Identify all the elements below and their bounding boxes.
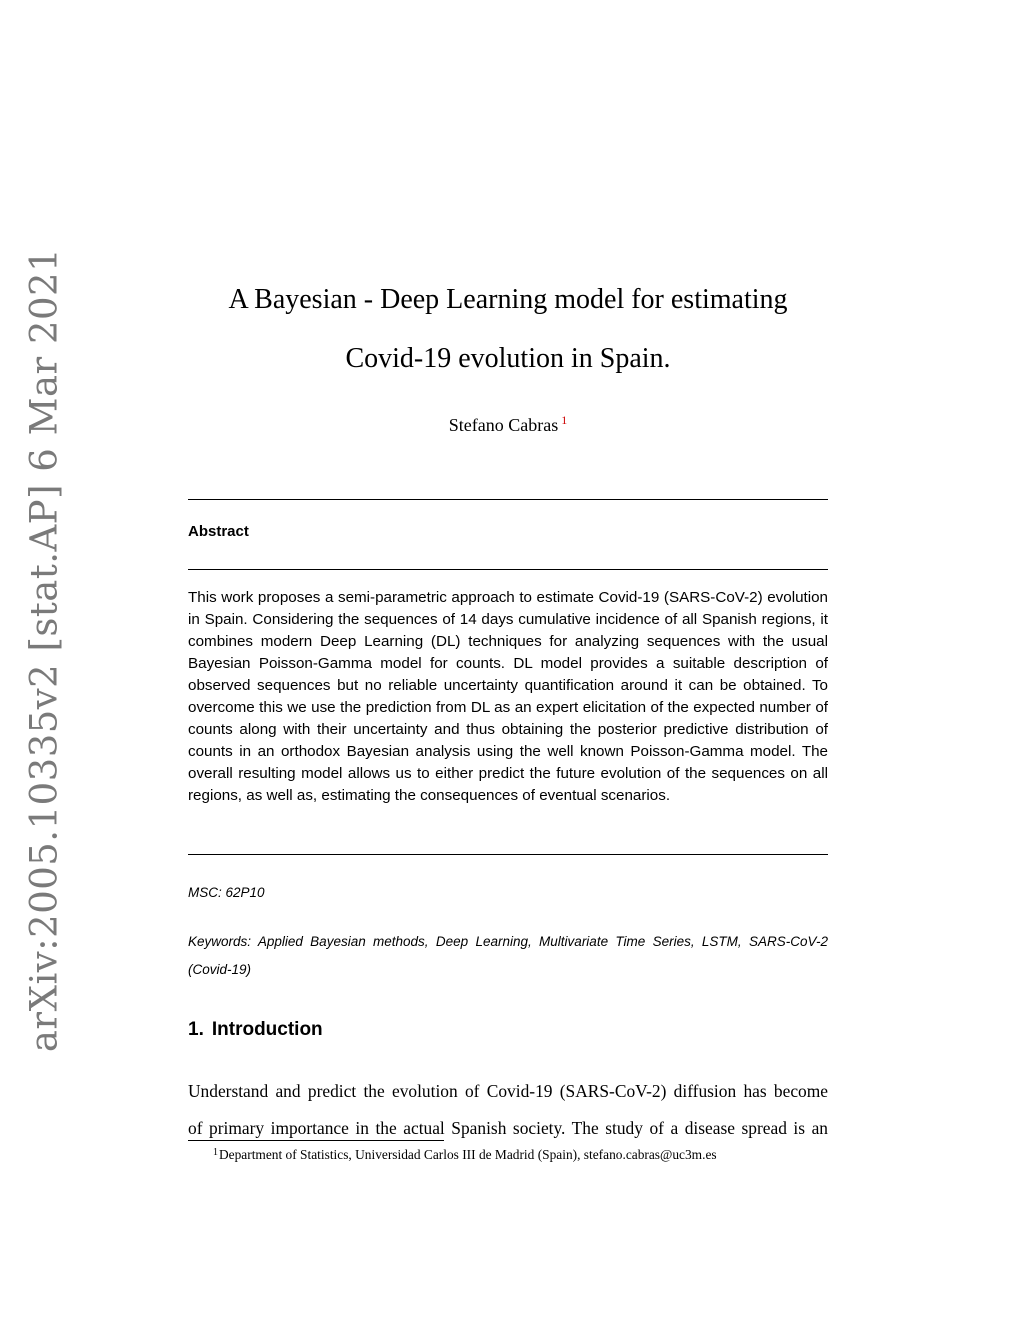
footnote-rule <box>188 1140 444 1141</box>
author-footnote-link[interactable]: 1 <box>561 413 568 427</box>
arxiv-identifier-stamp: arXiv:2005.10335v2 [stat.AP] 6 Mar 2021 <box>22 247 66 1053</box>
paper-title-line-1: A Bayesian - Deep Learning model for estimating <box>228 284 788 315</box>
introduction-paragraph <box>188 1073 828 1147</box>
footnote-mark: 1 <box>213 1147 218 1158</box>
abstract-bottom-rule <box>188 854 828 855</box>
author-line <box>188 413 828 436</box>
introduction-line-2: of primary importance in the actual Spanish society. The study of a disease spread is an <box>188 1118 828 1138</box>
author-name: Stefano Cabras <box>448 415 559 435</box>
footnote-text: Department of Statistics, Universidad Carlos III de Madrid (Spain), stefano.cabras@uc3m.es <box>219 1147 717 1162</box>
abstract-top-rule <box>188 499 828 500</box>
keywords: Keywords: Applied Bayesian methods, Deep Learning, Multivariate Time Series, LSTM, SARS-CoV-2 (Covid-19) <box>188 934 828 977</box>
section-title: Introduction <box>211 1019 323 1040</box>
abstract-heading-rule <box>188 569 828 570</box>
footnote <box>213 1147 717 1163</box>
paper-title-line-2: Covid-19 evolution in Spain. <box>345 343 671 374</box>
msc-classification: MSC: 62P10 <box>188 885 265 900</box>
section-number: 1. <box>188 1019 204 1040</box>
abstract-text: This work proposes a semi-parametric approach to estimate Covid-19 (SARS-CoV-2) evolution in Spain. Considering the sequences of 14 days cumulative incidence of all Spanish regions, it combines modern Deep Learning (DL) techniques for analyzing sequences with the usual Bayesian Poisson-Gamma model for counts. DL model provides a suitable description of observed sequences but no reliable uncertainty quantification around it can be obtained. To overcome this we use the prediction from DL as an expert elicitation of the expected number of counts along with their uncertainty and thus obtaining the posterior predictive distribution of counts in an orthodox Bayesian analysis using the well known Poisson-Gamma model. The overall resulting model allows us to either predict the future evolution of the sequences on all regions, as well as, estimating the consequences of eventual scenarios. <box>188 589 828 804</box>
abstract-heading: Abstract <box>188 523 249 540</box>
section-heading-introduction <box>188 1019 323 1041</box>
introduction-line-1: Understand and predict the evolution of Covid-19 (SARS-CoV-2) diffusion has become <box>188 1081 828 1101</box>
